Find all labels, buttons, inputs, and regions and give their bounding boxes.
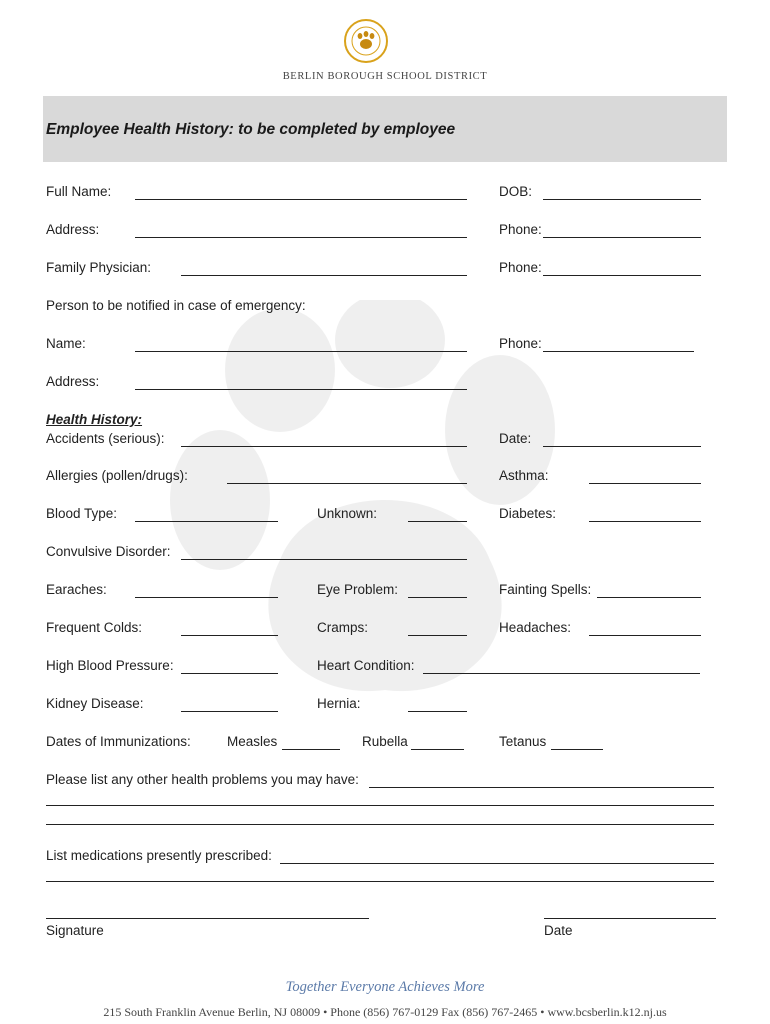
allergies-label: Allergies (pollen/drugs): <box>46 468 188 483</box>
earaches-field[interactable] <box>135 597 278 598</box>
signature-field[interactable] <box>46 918 369 919</box>
full-name-field[interactable] <box>135 199 467 200</box>
other-problems-line-3[interactable] <box>46 824 714 825</box>
colds-label: Frequent Colds: <box>46 620 143 635</box>
signature-date-field[interactable] <box>544 918 716 919</box>
emergency-phone-label: Phone: <box>499 336 542 351</box>
health-history-heading: Health History: <box>46 412 143 427</box>
signature-label: Signature <box>46 923 104 938</box>
fainting-label: Fainting Spells: <box>499 582 592 597</box>
form-title: Employee Health History: to be completed by employee <box>46 121 456 138</box>
cramps-label: Cramps: <box>317 620 369 635</box>
address-field[interactable] <box>135 237 467 238</box>
physician-label: Family Physician: <box>46 260 152 275</box>
kidney-field[interactable] <box>181 711 278 712</box>
kidney-label: Kidney Disease: <box>46 696 144 711</box>
emergency-phone-field[interactable] <box>543 351 694 352</box>
unknown-label: Unknown: <box>317 506 378 521</box>
physician-field[interactable] <box>181 275 467 276</box>
asthma-field[interactable] <box>589 483 701 484</box>
heart-field[interactable] <box>423 673 700 674</box>
accident-date-label: Date: <box>499 431 532 446</box>
immunizations-label: Dates of Immunizations: <box>46 734 191 749</box>
measles-field[interactable] <box>282 749 340 750</box>
convulsive-label: Convulsive Disorder: <box>46 544 171 559</box>
medications-line-2[interactable] <box>46 881 714 882</box>
blood-type-label: Blood Type: <box>46 506 118 521</box>
other-problems-label: Please list any other health problems you may have: <box>46 772 359 787</box>
emergency-name-field[interactable] <box>135 351 467 352</box>
phone-label: Phone: <box>499 222 542 237</box>
emergency-address-field[interactable] <box>135 389 467 390</box>
heart-label: Heart Condition: <box>317 658 415 673</box>
lions-logo <box>344 19 388 63</box>
cramps-field[interactable] <box>408 635 467 636</box>
full-name-label: Full Name: <box>46 184 112 199</box>
address-label: Address: <box>46 222 100 237</box>
eye-problem-label: Eye Problem: <box>317 582 399 597</box>
rubella-field[interactable] <box>411 749 464 750</box>
convulsive-field[interactable] <box>181 559 467 560</box>
blood-type-field[interactable] <box>135 521 278 522</box>
accidents-label: Accidents (serious): <box>46 431 165 446</box>
emergency-label: Person to be notified in case of emergency: <box>46 298 306 313</box>
signature-date-label: Date <box>544 923 573 938</box>
fainting-field[interactable] <box>597 597 701 598</box>
allergies-field[interactable] <box>227 483 467 484</box>
measles-label: Measles <box>227 734 278 749</box>
phone-field[interactable] <box>543 237 701 238</box>
hernia-field[interactable] <box>408 711 467 712</box>
emergency-address-label: Address: <box>46 374 100 389</box>
diabetes-label: Diabetes: <box>499 506 557 521</box>
physician-phone-label: Phone: <box>499 260 542 275</box>
headaches-field[interactable] <box>589 635 701 636</box>
other-problems-field[interactable] <box>369 787 714 788</box>
hbp-field[interactable] <box>181 673 278 674</box>
colds-field[interactable] <box>181 635 278 636</box>
footer-address: 215 South Franklin Avenue Berlin, NJ 08009 • Phone (856) 767-0129 Fax (856) 767-2465 • www.bcsberlin.k12.nj.us <box>103 1005 667 1019</box>
footer-tagline: Together Everyone Achieves More <box>285 979 485 995</box>
headaches-label: Headaches: <box>499 620 572 635</box>
dob-field[interactable] <box>543 199 701 200</box>
district-name: BERLIN BOROUGH SCHOOL DISTRICT <box>282 71 488 82</box>
accidents-field[interactable] <box>181 446 467 447</box>
tetanus-label: Tetanus <box>499 734 547 749</box>
dob-label: DOB: <box>499 184 533 199</box>
tetanus-field[interactable] <box>551 749 603 750</box>
accident-date-field[interactable] <box>543 446 701 447</box>
medications-field[interactable] <box>280 863 714 864</box>
eye-problem-field[interactable] <box>408 597 467 598</box>
medications-label: List medications presently prescribed: <box>46 848 272 863</box>
physician-phone-field[interactable] <box>543 275 701 276</box>
asthma-label: Asthma: <box>499 468 549 483</box>
earaches-label: Earaches: <box>46 582 107 597</box>
rubella-label: Rubella <box>362 734 408 749</box>
hbp-label: High Blood Pressure: <box>46 658 174 673</box>
unknown-field[interactable] <box>408 521 467 522</box>
diabetes-field[interactable] <box>589 521 701 522</box>
other-problems-line-2[interactable] <box>46 805 714 806</box>
emergency-name-label: Name: <box>46 336 86 351</box>
hernia-label: Hernia: <box>317 696 361 711</box>
